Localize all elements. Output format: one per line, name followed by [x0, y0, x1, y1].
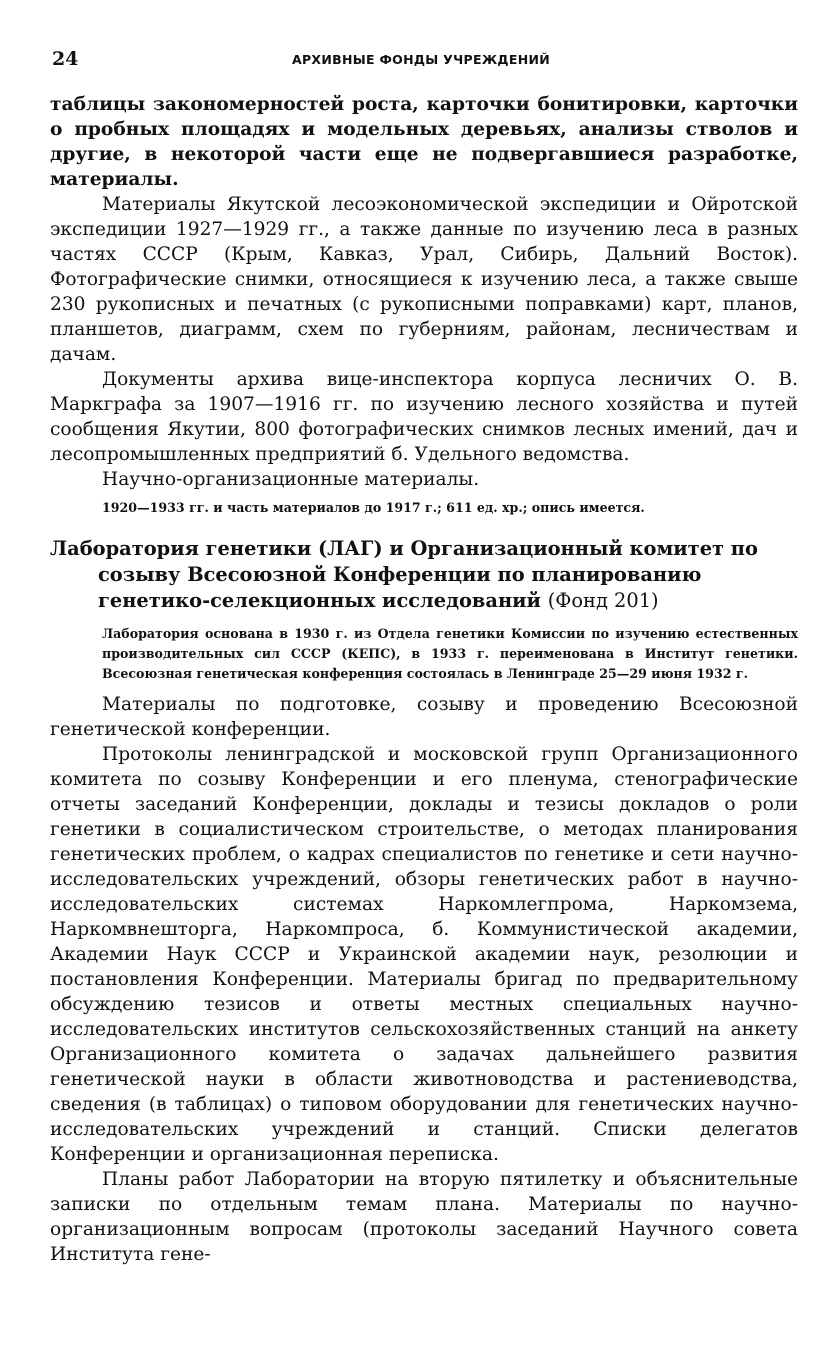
paragraph-plans: Планы работ Лаборатории на вторую пятилетку и объяснительные записки по отдельным темам плана. Материалы по научно-организационным вопросам (протоколы заседаний Научного совета Института гене- [50, 1169, 798, 1265]
paragraph-expedition-materials: Материалы Якутской лесоэкономической экспедиции и Ойротской экспедиции 1927—1929 гг., а также данные по изучению леса в разных частях СССР (Крым, Кавказ, Урал, Сибирь, Дальний Восток). Фотографические снимки, относящиеся к изучению леса, а также свыше 230 рукописных и печатных (с рукописными поправками) карт, планов, планшетов, диаграмм, схем по губерниям, районам, лесничествам и дачам. [50, 194, 798, 365]
page-number: 24 [52, 48, 79, 70]
page-header [52, 48, 797, 74]
page-body [50, 92, 798, 1267]
section-heading [50, 536, 798, 614]
paragraph-continued: таблицы закономерностей роста, карточки бонитировки, карточки о пробных площадях и модельных деревьях, анализы стволов и другие, в некоторой части еще не подвергавшиеся разработке, материалы. [50, 94, 798, 190]
paragraph-conference-materials: Материалы по подготовке, созыву и проведению Всесоюзной генетической конференции. [50, 694, 798, 740]
running-title: АРХИВНЫЕ ФОНДЫ УЧРЕЖДЕНИЙ [292, 52, 550, 67]
paragraph-markgraf-archive: Документы архива вице-инспектора корпуса лесничих О. В. Маркграфа за 1907—1916 гг. по изучению лесного хозяйства и путей сообщения Якутии, 800 фотографических снимков лесных имений, дач и лесопромышленных предприятий б. Удельного ведомства. [50, 369, 798, 465]
section-note: Лаборатория основана в 1930 г. из Отдела генетики Комиссии по изучению естественных производительных сил СССР (КЕПС), в 1933 г. переименована в Институт генетики. Всесоюзная генетическая конференция состоялась в Ленинграде 25—29 июня 1932 г. [102, 626, 798, 681]
fond-reference: (Фонд 201) [547, 589, 659, 612]
paragraph-fond-summary: 1920—1933 гг. и часть материалов до 1917 г.; 611 ед. хр.; опись имеется. [102, 500, 645, 515]
paragraph-organizational: Научно-организационные материалы. [102, 469, 480, 490]
paragraph-protocols: Протоколы ленинградской и московской групп Организационного комитета по созыву Конференции и его пленума, стенографические отчеты заседаний Конференции, доклады и тезисы докладов о роли генетики в социалистическом строительстве, о методах планирования генетических проблем, о кадрах специалистов по генетике и сети научно-исследовательских учреждений, обзоры генетических работ в научно-исследовательских системах Наркомлегпрома, Наркомзема, Наркомвнешторга, Наркомпроса, б. Коммунистической академии, Академии Наук СССР и Украинской академии наук, резолюции и постановления Конференции. Материалы бригад по предварительному обсуждению тезисов и ответы местных специальных научно-исследовательских институтов сельскохозяйственных станций на анкету Организационного комитета о задачах дальнейшего развития генетической науки в области животноводства и растениеводства, сведения (в таблицах) о типовом оборудовании для генетических научно-исследовательских учреждений и станций. Списки делегатов Конференции и организационная переписка. [50, 744, 798, 1165]
section-title: Лаборатория генетики (ЛАГ) и Организационный комитет по созыву Всесоюзной Конференции по планированию генетико-селекционных исследований [50, 537, 758, 612]
